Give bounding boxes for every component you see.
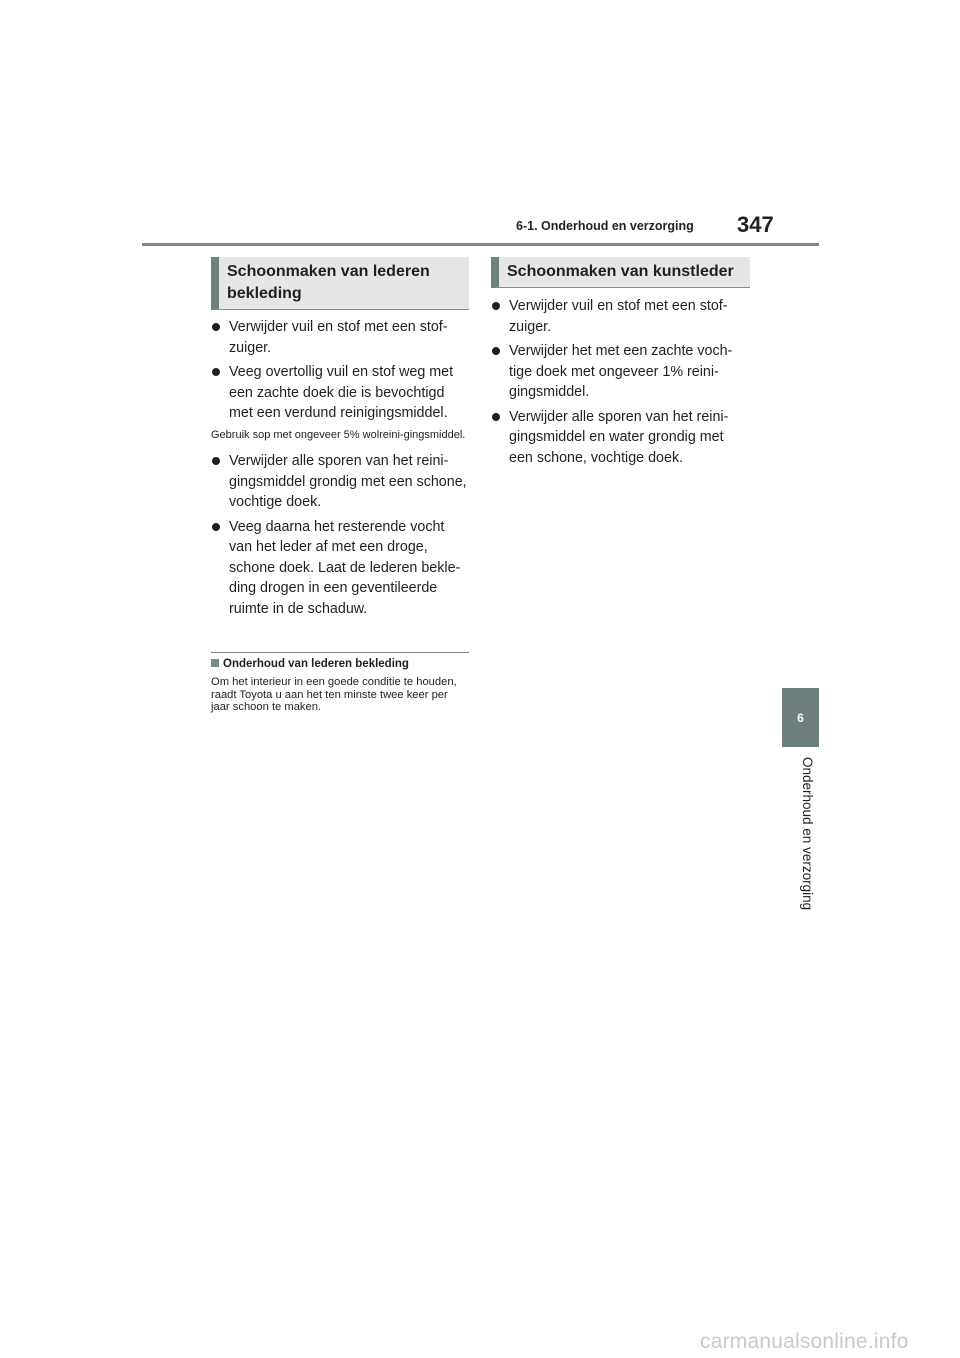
chapter-tab — [782, 688, 819, 747]
heading-leather: Schoonmaken van lederen bekleding — [211, 257, 469, 310]
page-number: 347 — [737, 212, 774, 237]
bullet-icon — [492, 347, 500, 355]
bullet-icon — [212, 368, 220, 376]
list-item — [491, 407, 750, 469]
list-item — [491, 341, 750, 403]
section-title: 6-1. Onderhoud en verzorging — [516, 219, 694, 233]
list-item-text: Verwijder het met een zachte voch-tige doek met ongeveer 1% reini-gingsmiddel. — [509, 343, 733, 400]
heading-artificial-leather: Schoonmaken van kunstleder — [491, 257, 750, 288]
note-title — [211, 657, 409, 671]
list-item-text: Verwijder alle sporen van het reini-gingsmiddel grondig met een schone, vochtige doek. — [229, 453, 467, 510]
chapter-label: Onderhoud en verzorging — [800, 757, 815, 911]
watermark: carmanualsonline.info — [700, 1330, 909, 1353]
bullet-icon — [212, 523, 220, 531]
list-item — [211, 517, 469, 620]
bullet-icon — [212, 457, 220, 465]
list-item-text: Verwijder vuil en stof met een stof-zuiger. — [509, 298, 728, 335]
header-rule — [142, 243, 819, 246]
list-item — [491, 296, 750, 337]
list-item — [211, 451, 469, 513]
left-column — [211, 317, 469, 623]
bullet-icon — [492, 302, 500, 310]
bullet-icon — [492, 413, 500, 421]
chapter-number: 6 — [797, 710, 804, 725]
note-divider — [211, 652, 469, 653]
list-item — [211, 362, 469, 424]
right-column — [491, 296, 750, 472]
square-bullet-icon — [211, 659, 219, 667]
bullet-icon — [212, 323, 220, 331]
detergent-note: Gebruik sop met ongeveer 5% wolreini-gingsmiddel. — [211, 428, 466, 441]
list-item-text: Veeg daarna het resterende vocht van het leder af met een droge, schone doek. Laat de lederen bekle-ding drogen in een geventileerde ruimte in de schaduw. — [229, 518, 461, 617]
list-item-text: Verwijder vuil en stof met een stof-zuiger. — [229, 319, 448, 356]
note-text: Om het interieur in een goede conditie te houden, raadt Toyota u aan het ten minste twee keer per jaar schoon te maken. — [211, 676, 457, 713]
note-title-text: Onderhoud van lederen bekleding — [223, 658, 409, 670]
list-item — [211, 317, 469, 358]
list-item-text: Veeg overtollig vuil en stof weg met een zachte doek die is bevochtigd met een verdund reinigingsmiddel. — [229, 364, 454, 421]
list-item-text: Verwijder alle sporen van het reini-gingsmiddel en water grondig met een schone, vochtige doek. — [509, 408, 729, 466]
